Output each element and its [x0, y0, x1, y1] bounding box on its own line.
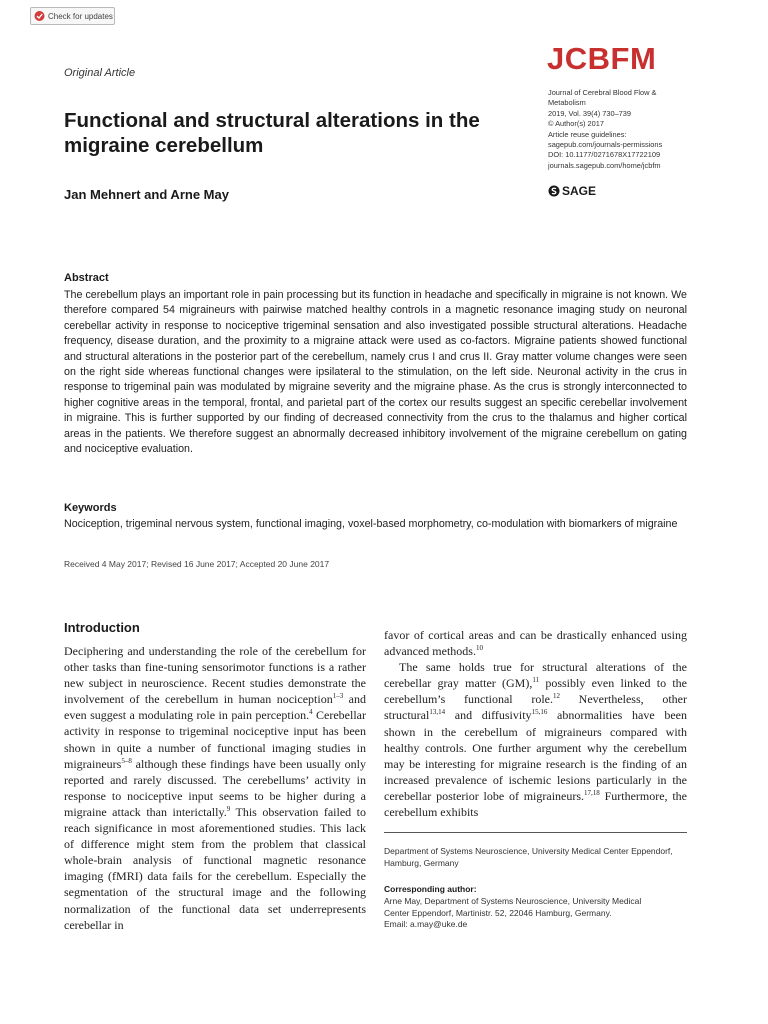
keywords-text: Nociception, trigeminal nervous system, functional imaging, voxel-based morphometry, co-modulation with biomarkers of migraine	[64, 518, 678, 530]
body-text: abnormalities have been shown in the cerebellum of migraineurs compared with healthy controls. One further argument why the cerebellum may be interesting for migraine research is the finding of an increased prevalence of ischemic lesions particularly in the cerebellar posterior lobe of migraineurs.	[384, 708, 687, 803]
body-text: possibly even linked to the cerebellum’s functional role.	[384, 676, 687, 707]
citation-ref[interactable]: 10	[475, 644, 483, 653]
article-title: Functional and structural alterations in the migraine cerebellum	[64, 109, 480, 157]
check-updates-icon	[34, 10, 45, 22]
journal-info-line: © Author(s) 2017	[548, 119, 604, 129]
body-text: Nevertheless, other structural	[384, 692, 687, 723]
sage-emblem-icon	[548, 185, 560, 197]
introduction-right-column	[384, 627, 687, 820]
intro-paragraph	[64, 643, 366, 933]
intro-paragraph	[384, 627, 687, 659]
citation-ref[interactable]: 11	[532, 676, 540, 685]
check-for-updates-button[interactable]	[30, 7, 115, 25]
citation-ref[interactable]: 12	[552, 692, 560, 701]
correspondence-email-link[interactable]: Email: a.may@uke.de	[384, 919, 468, 929]
body-text: The same holds true for structural alterations of the cerebellar gray matter (GM),	[384, 660, 687, 691]
corresponding-author-heading: Corresponding author:	[384, 884, 477, 894]
citation-ref[interactable]: 9	[226, 804, 231, 813]
body-text: and even suggest a modulating role in pain perception.	[64, 692, 367, 723]
introduction-left-column	[64, 643, 366, 933]
body-text: favor of cortical areas and can be drastically enhanced using advanced methods.	[384, 628, 687, 659]
journal-info	[548, 88, 708, 171]
abstract-text: The cerebellum plays an important role in pain processing but its function in headache and specifically in migraine is not known. We therefore compared 54 migraineurs with pairwise matched healthy controls in a magnetic resonance imaging study on neuronal cerebellar activity in response to nociceptive trigeminal sensation and also investigated possible structural alterations. Headache frequency, disease duration, and the proximity to a migraine attack were used as co-factors. Migraine patients showed functional and structural alterations in the posterior part of the cerebellum, namely crus I and crus II. Gray matter volume changes were seen on the right side whereas functional changes were ipsilateral to the stimulation, on the left side. Neuronal activity in the crus in response to trigeminal pain was modulated by migraine severity and the migraine phase. As the crus is strongly interconnected to higher cognitive areas in the temporal, frontal, and parietal part of the cortex our results suggest an specific cerebellar involvement in migraine. This is further supported by our finding of decreased connectivity from the crus to the thalamus and higher cortical areas in the patients. We therefore suggest an abnormally decreased inhibitory involvement of the migraine cerebellum on gating and nociceptive evaluation.	[64, 289, 687, 456]
citation-ref[interactable]: 17,18	[584, 788, 600, 797]
journal-info-line: Metabolism	[548, 98, 586, 108]
introduction-heading: Introduction	[64, 620, 140, 635]
journal-logo: JCBFM	[547, 41, 657, 76]
journal-homepage-link[interactable]: journals.sagepub.com/home/jcbfm	[548, 160, 661, 170]
intro-paragraph	[384, 659, 687, 820]
correspondence-line: Center Eppendorf, Martinistr. 52, 22046 Hamburg, Germany.	[384, 907, 612, 918]
body-text: and diffusivity	[445, 708, 532, 723]
journal-info-line: 2019, Vol. 39(4) 730–739	[548, 108, 632, 118]
keywords-heading: Keywords	[64, 502, 117, 514]
citation-ref[interactable]: 4	[309, 708, 313, 717]
body-text: Deciphering and understanding the role of the cerebellum for other tasks than fine-tuning sensorimotor functions is a rather new subject in neuroscience. Recent studies demonstrate the involvement of the cerebellum in human nociception	[64, 644, 366, 707]
journal-info-line: Journal of Cerebral Blood Flow &	[548, 88, 657, 97]
footnote-divider	[384, 832, 687, 833]
abstract-heading: Abstract	[64, 272, 109, 284]
correspondence-line: Arne May, Department of Systems Neuroscience, University Medical	[384, 896, 642, 906]
citation-ref[interactable]: 13,14	[429, 708, 446, 717]
sage-logo-text: SAGE	[562, 184, 597, 198]
check-updates-label: Check for updates	[48, 11, 113, 21]
authors: Jan Mehnert and Arne May	[64, 187, 229, 202]
body-text: although these findings have been usually only reported and rarely discussed. The cerebellums’ activity in response to nociceptive input seems to be higher during a migraine attack than interictally.	[64, 756, 366, 819]
citation-ref[interactable]: 5–8	[121, 756, 132, 765]
journal-doi[interactable]: DOI: 10.1177/0271678X17722109	[548, 150, 661, 160]
body-text: Furthermore, the cerebellum exhibits	[384, 788, 687, 820]
citation-ref[interactable]: 15,16	[531, 708, 548, 717]
citation-ref[interactable]: 1–3	[332, 692, 344, 701]
article-type: Original Article	[64, 67, 136, 79]
body-text: This observation failed to reach significance in most aforementioned studies. This lack of difference might stem from the problem that classical whole-brain analysis of functional magnetic resonance imaging (fMRI) data fails for the cerebellum. Especially the segmentation of the structural image and the following normalization of the functional data set underrepresents cerebellar in	[64, 804, 367, 932]
journal-info-line: Article reuse guidelines:	[548, 129, 627, 139]
author-affiliation: Department of Systems Neuroscience, University Medical Center Eppendorf, Hamburg, Germany	[384, 846, 673, 868]
corresponding-author-details	[384, 896, 687, 931]
journal-info-link[interactable]: sagepub.com/journals-permissions	[548, 140, 663, 150]
article-dates: Received 4 May 2017; Revised 16 June 2017; Accepted 20 June 2017	[64, 559, 330, 569]
body-text: Cerebellar activity in response to trigeminal nociceptive input has been shown in quite a number of functional imaging studies in migraineurs	[64, 708, 366, 771]
sage-logo	[548, 184, 596, 198]
